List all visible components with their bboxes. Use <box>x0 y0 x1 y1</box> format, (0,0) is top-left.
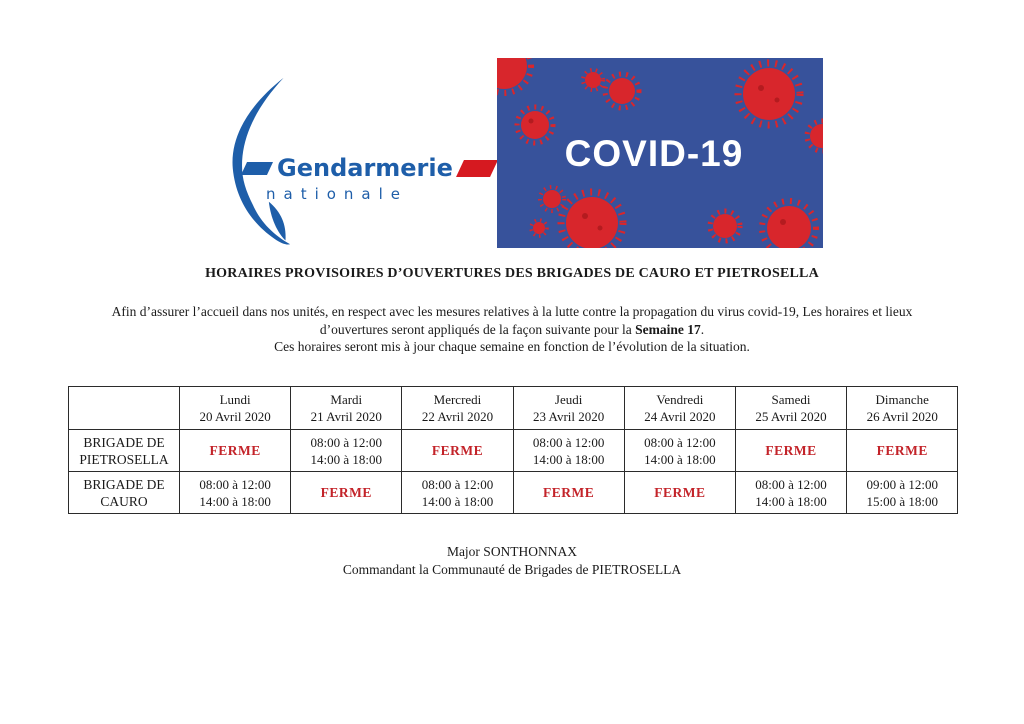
day-header-cell <box>291 387 402 430</box>
schedule-cell-hours <box>624 430 735 472</box>
schedule-cell-closed: FERME <box>624 472 735 514</box>
schedule-cell-hours <box>847 472 958 514</box>
table-corner-cell <box>69 387 180 430</box>
covid-19-banner <box>497 58 823 248</box>
gendarmerie-wordmark <box>244 156 494 180</box>
day-date: 21 Avril 2020 <box>310 409 382 424</box>
schedule-cell-closed: FERME <box>402 430 513 472</box>
hours-line: 15:00 à 18:00 <box>866 493 938 509</box>
hours-line: 08:00 à 12:00 <box>421 476 494 492</box>
day-name: Jeudi <box>554 392 583 407</box>
hours-line: 09:00 à 12:00 <box>866 476 938 492</box>
day-name: Dimanche <box>875 392 929 407</box>
schedule-cell-hours <box>513 430 624 472</box>
day-date: 23 Avril 2020 <box>533 409 605 424</box>
day-name: Lundi <box>219 392 251 407</box>
hours-line: 08:00 à 12:00 <box>532 434 605 450</box>
hours-line: 14:00 à 18:00 <box>532 451 605 467</box>
day-date: 22 Avril 2020 <box>421 409 494 424</box>
brigade-label-line: BRIGADE DE <box>83 476 165 492</box>
hours-line: 14:00 à 18:00 <box>199 493 271 509</box>
day-header-cell <box>735 387 846 430</box>
schedule-cell-hours <box>402 472 513 514</box>
page-title: HORAIRES PROVISOIRES D’OUVERTURES DES BRIGADES DE CAURO ET PIETROSELLA <box>205 266 819 281</box>
schedule-cell-hours <box>180 472 291 514</box>
schedule-cell-hours <box>291 430 402 472</box>
day-header-cell <box>180 387 291 430</box>
signature-name: Major SONTHONNAX <box>446 544 578 559</box>
hours-line: 14:00 à 18:00 <box>310 451 383 467</box>
hours-line: 08:00 à 12:00 <box>755 476 827 492</box>
table-row <box>69 472 958 514</box>
day-name: Mardi <box>330 392 363 407</box>
hours-line: 08:00 à 12:00 <box>310 434 383 450</box>
schedule-cell-closed: FERME <box>513 472 624 514</box>
brigade-label-line: BRIGADE DE <box>83 434 165 450</box>
schedule-cell-closed: FERME <box>735 430 846 472</box>
covid-virus-illustration <box>497 58 823 248</box>
hours-line: 08:00 à 12:00 <box>644 434 716 450</box>
day-date: 26 Avril 2020 <box>866 409 938 424</box>
intro-line-2: d’ouvertures seront appliqués de la façon suivante pour la Semaine 17. <box>319 321 705 337</box>
logo-blue-parallelogram-icon <box>241 162 273 175</box>
logo-text-gendarmerie: Gendarmerie <box>277 154 453 182</box>
week-number: Semaine 17 <box>635 321 701 337</box>
day-name: Samedi <box>771 392 811 407</box>
day-header-cell <box>402 387 513 430</box>
schedule-table <box>68 386 958 514</box>
day-header-cell <box>513 387 624 430</box>
schedule-table-wrapper <box>68 386 958 514</box>
brigade-label-cell <box>69 430 180 472</box>
covid-banner-text: COVID-19 <box>564 133 744 174</box>
logo-text-nationale: nationale <box>266 185 409 203</box>
schedule-cell-closed: FERME <box>291 472 402 514</box>
signature-block <box>0 543 1024 578</box>
day-date: 25 Avril 2020 <box>755 409 827 424</box>
day-name: Mercredi <box>433 392 482 407</box>
table-header-row <box>69 387 958 430</box>
schedule-cell-closed: FERME <box>180 430 291 472</box>
day-name: Vendredi <box>656 392 704 407</box>
day-header-cell <box>847 387 958 430</box>
signature-role: Commandant la Communauté de Brigades de PIETROSELLA <box>342 561 682 577</box>
day-date: 20 Avril 2020 <box>199 409 271 424</box>
schedule-cell-closed: FERME <box>847 430 958 472</box>
table-row <box>69 430 958 472</box>
brigade-label-line: PIETROSELLA <box>79 451 169 467</box>
gendarmerie-logo <box>228 68 460 254</box>
intro-line-3: Ces horaires seront mis à jour chaque semaine en fonction de l’évolution de la situation. <box>274 339 750 354</box>
day-header-cell <box>624 387 735 430</box>
hours-line: 14:00 à 18:00 <box>755 493 827 509</box>
intro-paragraph <box>62 303 962 356</box>
hours-line: 14:00 à 18:00 <box>421 493 494 509</box>
hours-line: 08:00 à 12:00 <box>199 476 271 492</box>
intro-line-1: Afin d’assurer l’accueil dans nos unités, en respect avec les mesures relatives à la lutte contre la propagation du virus covid-19, Les horaires et lieux <box>111 304 913 319</box>
brigade-label-cell <box>69 472 180 514</box>
logo-red-parallelogram-icon <box>456 160 498 177</box>
schedule-cell-hours <box>735 472 846 514</box>
day-date: 24 Avril 2020 <box>644 409 716 424</box>
brigade-label-line: CAURO <box>100 493 148 509</box>
hours-line: 14:00 à 18:00 <box>644 451 716 467</box>
